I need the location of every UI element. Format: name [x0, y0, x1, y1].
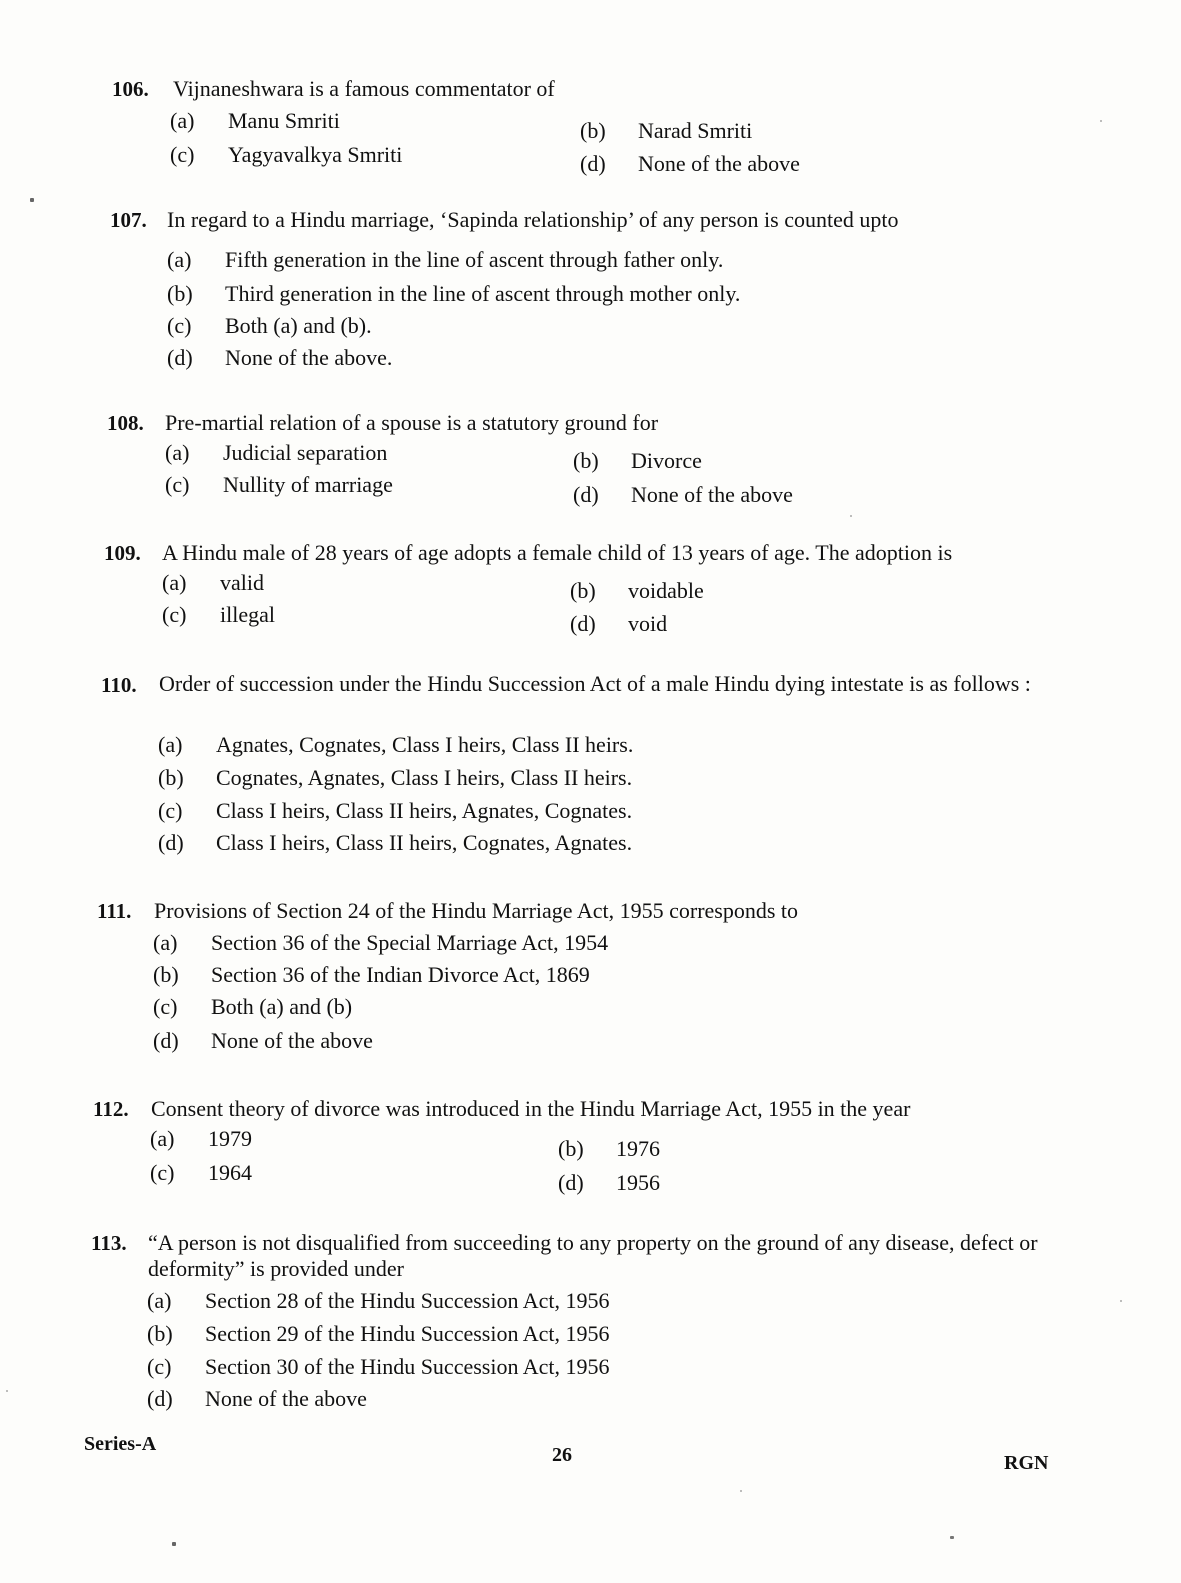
question-text: Pre-martial relation of a spouse is a statutory ground for [165, 410, 659, 435]
question-number: 108. [107, 411, 144, 435]
scan-speck [6, 1390, 8, 1392]
scan-speck [30, 198, 34, 202]
scan-speck [740, 1490, 742, 1492]
question-number: 113. [91, 1231, 127, 1255]
question-text: Provisions of Section 24 of the Hindu Marriage Act, 1955 corresponds to [154, 898, 799, 923]
question-number: 109. [104, 541, 141, 565]
question-number: 110. [101, 673, 137, 697]
page-number: 26 [552, 1444, 572, 1466]
question-text: A Hindu male of 28 years of age adopts a female child of 13 years of age. The adoption is [162, 540, 953, 565]
question-number: 112. [93, 1097, 129, 1121]
question-text: In regard to a Hindu marriage, ‘Sapinda relationship’ of any person is counted upto [167, 207, 899, 232]
question-text: Consent theory of divorce was introduced in the Hindu Marriage Act, 1955 in the year [151, 1096, 911, 1121]
series-label: Series-A [84, 1433, 157, 1455]
question-text: Order of succession under the Hindu Succession Act of a male Hindu dying intestate is as follows : [159, 671, 1031, 696]
scan-speck [850, 515, 852, 517]
question-number: 106. [112, 77, 149, 101]
scan-speck [1120, 1300, 1122, 1302]
question-number: 107. [110, 208, 147, 232]
question-number: 111. [97, 899, 132, 923]
paper-code: RGN [1004, 1452, 1049, 1474]
exam-page: 106. Vijnaneshwara is a famous commentator of (a) Manu Smriti (b) Narad Smriti (c) Yagyavalkya Smriti (d) None of the above 107. In regard to a Hindu marriage, ‘Sapinda relationship’ of any person is counted upto (a) Fifth generation in the line of ascent through father only. (b) Third generation in the line of ascent through mother only. (c) Both (a) and (b). (d) None of the above. 108. Pre-martial relation of a spouse is a statutory ground for (a) Judicial separation (b) Divorce (c) Nullity of marriage (d) None of the above 109. A Hindu male of 28 years of age adopts a female child of 13 years of age. The adoption is (a) valid (b) voidable (c) illegal (d) void 110. Order of succession under the Hindu Succession Act of a male Hindu dying intestate is as follows : (a) Agnates, Cognates, Class I heirs, Class II heirs. (b) Cognates, Agnates, Class I heirs, Class II heirs. (c) Class I heirs, Class II heirs, Agnates, Cognates. (d) Class I heirs, Class II heirs, Cognates, Agnates. 111. Provisions of Section 24 of the Hindu Marriage Act, 1955 corresponds to (a) Section 36 of the Special Marriage Act, 1954 (b) Section 36 of the Indian Divorce Act, 1869 (c) Both (a) and (b) (d) None of the above 112. Consent theory of divorce was introduced in the Hindu Marriage Act, 1955 in the year (a) 1979 (b) 1976 (c) 1964 (d) 1956 113. “A person is not disqualified from succeeding to any property on the ground of any disease, defect or deformity” is provided under (a) Section 28 of the Hindu Succession Act, 1956 (b) Section 29 of the Hindu Succession Act, 1956 (c) Section 30 of the Hindu Succession Act, 1956 (d) None of the above Series-A 26 RGN [0, 0, 1181, 1583]
scan-speck [172, 1542, 176, 1546]
scan-speck [1100, 120, 1102, 122]
question-text: Vijnaneshwara is a famous commentator of [173, 76, 555, 101]
question-text: “A person is not disqualified from succeeding to any property on the ground of any disease, defect or deformity” is provided under [148, 1230, 1038, 1281]
scan-speck [950, 1536, 954, 1539]
